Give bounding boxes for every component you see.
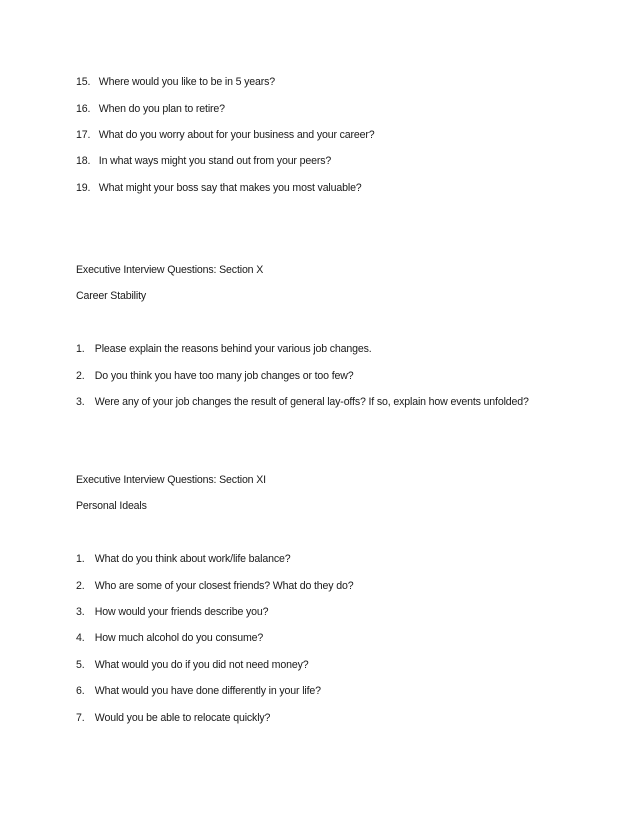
question-text: In what ways might you stand out from your peers? xyxy=(98,155,332,167)
question-number: 3. xyxy=(76,396,85,408)
question-text: What would you do if you did not need money? xyxy=(94,659,309,671)
question-text: How much alcohol do you consume? xyxy=(94,632,264,644)
question-text: Please explain the reasons behind your various job changes. xyxy=(94,343,372,355)
section-x-subheading: Career Stability xyxy=(76,290,147,302)
question-text: What do you think about work/life balance? xyxy=(94,553,291,565)
question-number: 15. xyxy=(76,76,91,88)
question-number: 17. xyxy=(76,129,91,141)
question-text: Where would you like to be in 5 years? xyxy=(98,76,276,88)
question-item xyxy=(76,580,353,593)
question-text: When do you plan to retire? xyxy=(98,103,225,115)
question-number: 5. xyxy=(76,659,85,671)
question-number: 19. xyxy=(76,182,91,194)
section-xi-heading: Executive Interview Questions: Section XI xyxy=(76,474,266,486)
question-number: 6. xyxy=(76,685,85,697)
question-text: Would you be able to relocate quickly? xyxy=(94,712,271,724)
question-number: 18. xyxy=(76,155,91,167)
question-item xyxy=(76,343,372,356)
question-text: Were any of your job changes the result of general lay-offs? If so, explain how events unfolded? xyxy=(94,396,529,408)
question-text: What would you have done differently in your life? xyxy=(94,685,321,697)
question-text: Do you think you have too many job changes or too few? xyxy=(94,370,354,382)
question-item xyxy=(76,685,321,698)
question-item xyxy=(76,659,308,672)
question-text: Who are some of your closest friends? What do they do? xyxy=(94,580,354,592)
question-item xyxy=(76,606,268,619)
question-number: 3. xyxy=(76,606,85,618)
question-item xyxy=(76,370,353,383)
section-xi-subheading: Personal Ideals xyxy=(76,500,147,512)
question-text: What might your boss say that makes you most valuable? xyxy=(98,182,362,194)
question-item xyxy=(76,103,225,116)
question-item xyxy=(76,632,263,645)
question-item xyxy=(76,129,375,142)
question-number: 2. xyxy=(76,580,85,592)
question-number: 7. xyxy=(76,712,85,724)
question-number: 1. xyxy=(76,343,85,355)
question-number: 16. xyxy=(76,103,91,115)
question-item xyxy=(76,712,270,725)
question-item xyxy=(76,396,529,409)
question-number: 2. xyxy=(76,370,85,382)
question-item xyxy=(76,76,275,89)
question-number: 1. xyxy=(76,553,85,565)
question-text: How would your friends describe you? xyxy=(94,606,269,618)
question-item xyxy=(76,182,362,195)
question-number: 4. xyxy=(76,632,85,644)
question-item xyxy=(76,155,331,168)
question-item xyxy=(76,553,291,566)
question-text: What do you worry about for your business and your career? xyxy=(98,129,375,141)
section-x-heading: Executive Interview Questions: Section X xyxy=(76,264,264,276)
